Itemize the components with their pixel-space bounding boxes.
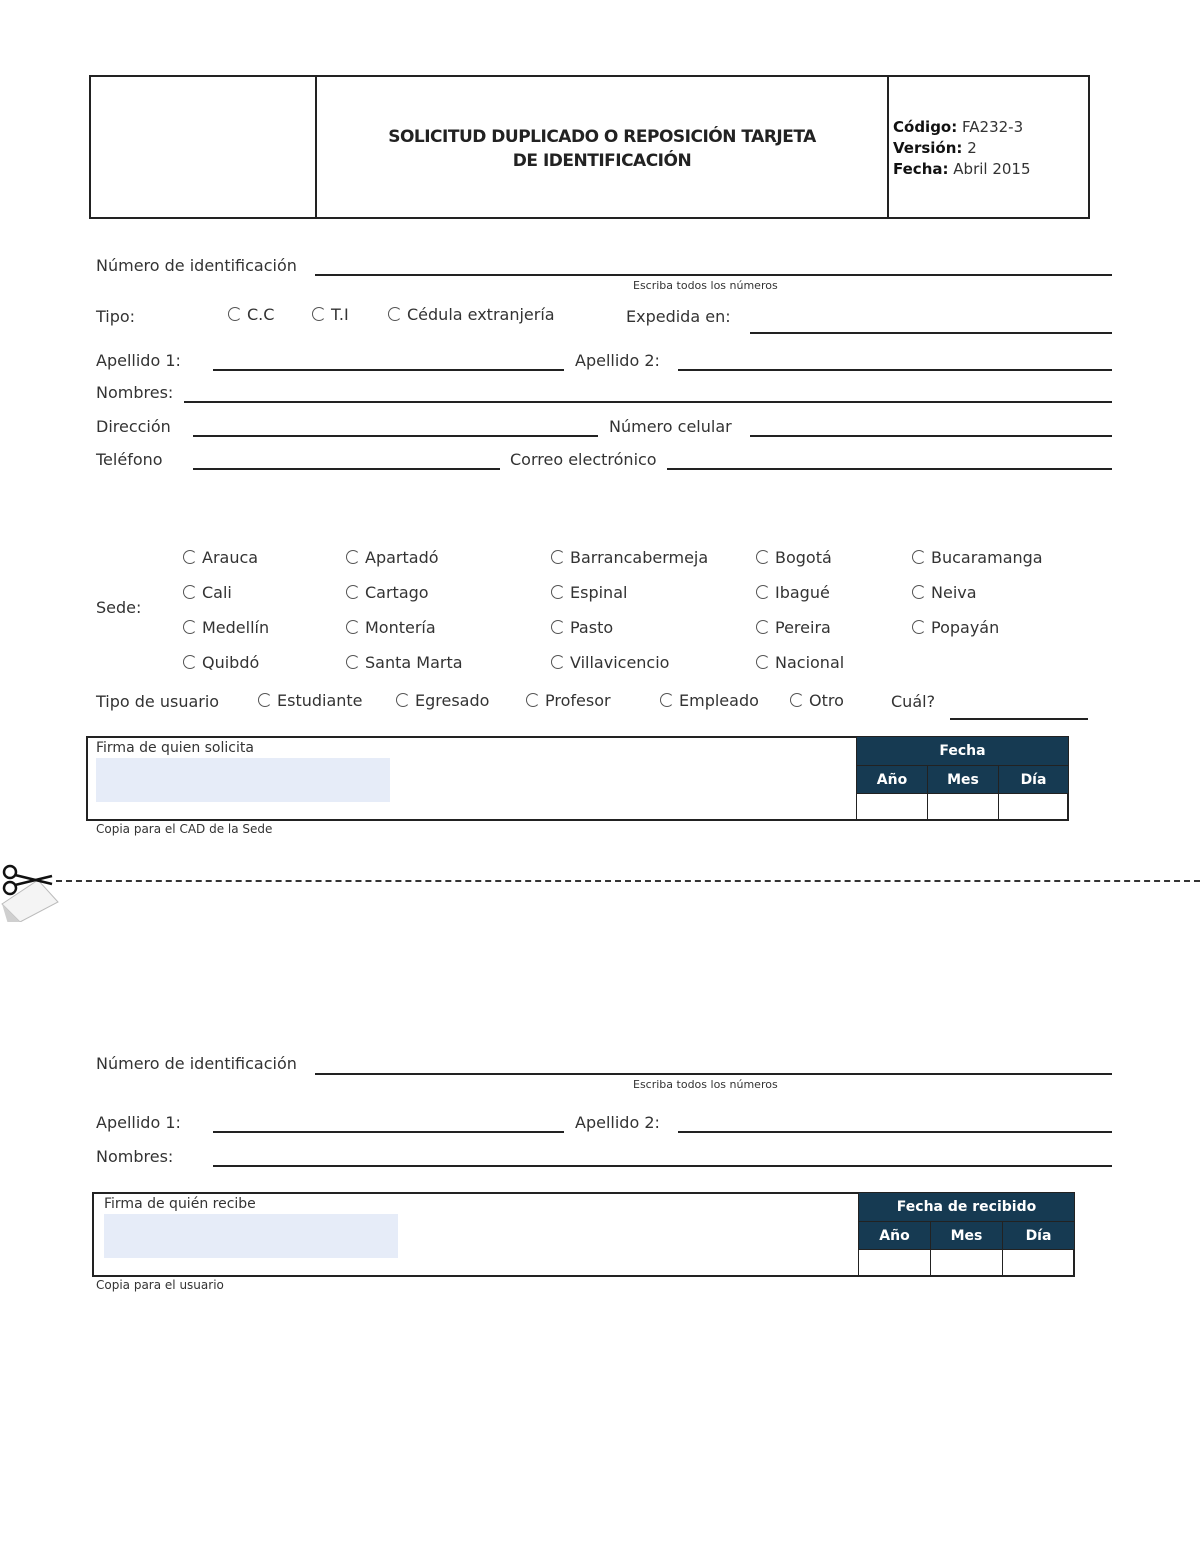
signature-field-2[interactable]	[104, 1214, 398, 1258]
codigo-label: Código:	[893, 118, 958, 136]
sede-radio-nacional[interactable]	[756, 653, 844, 673]
sede-option-label: Pereira	[775, 618, 831, 637]
radio-icon	[183, 550, 197, 564]
sede-option-label: Bucaramanga	[931, 548, 1043, 567]
sede-option-label: Espinal	[570, 583, 628, 602]
version-value: 2	[967, 139, 977, 157]
usuario-option-label: Estudiante	[277, 691, 363, 710]
year-header: Año	[857, 766, 928, 794]
month-header: Mes	[928, 766, 999, 794]
sede-radio-quibdo[interactable]	[183, 653, 259, 673]
sede-radio-santa-marta[interactable]	[346, 653, 463, 673]
radio-icon	[756, 550, 770, 564]
radio-icon	[388, 307, 402, 321]
radio-icon	[183, 655, 197, 669]
sede-option-label: Medellín	[202, 618, 270, 637]
tipo-radio-cedula-extranjeria[interactable]	[388, 305, 555, 325]
document-meta	[893, 117, 1031, 180]
tipo-label: Tipo:	[96, 307, 136, 326]
copy-note-cad: Copia para el CAD de la Sede	[96, 822, 273, 836]
cut-line	[56, 880, 1200, 882]
radio-icon	[346, 620, 360, 634]
sede-option-label: Barrancabermeja	[570, 548, 709, 567]
radio-icon	[551, 550, 565, 564]
sede-option-label: Quibdó	[202, 653, 260, 672]
scissors-icon	[0, 852, 60, 922]
nombres-label-2: Nombres:	[96, 1147, 174, 1166]
nombres-label: Nombres:	[96, 383, 174, 402]
cual-label: Cuál?	[891, 692, 936, 711]
sede-radio-bogota[interactable]	[756, 548, 832, 568]
radio-icon	[756, 620, 770, 634]
sede-radio-pasto[interactable]	[551, 618, 613, 638]
apellido1-label: Apellido 1:	[96, 351, 181, 370]
title-line-2: DE IDENTIFICACIÓN	[512, 151, 692, 171]
id-number-field-2[interactable]	[315, 1073, 1112, 1075]
sede-option-label: Nacional	[775, 653, 845, 672]
nombres-field-2[interactable]	[213, 1165, 1112, 1167]
sede-radio-popayan[interactable]	[912, 618, 999, 638]
sede-option-label: Villavicencio	[570, 653, 670, 672]
sede-option-label: Popayán	[931, 618, 1000, 637]
usuario-radio-estudiante[interactable]	[258, 691, 363, 711]
day-cell-2[interactable]	[1003, 1250, 1075, 1276]
tipo-option-label: C.C	[247, 305, 275, 324]
sede-option-label: Ibagué	[775, 583, 830, 602]
sede-option-label: Cali	[202, 583, 232, 602]
sede-option-label: Neiva	[931, 583, 977, 602]
apellido1-label-2: Apellido 1:	[96, 1113, 181, 1132]
day-cell[interactable]	[999, 794, 1069, 820]
sede-radio-cartago[interactable]	[346, 583, 429, 603]
cual-field[interactable]	[950, 718, 1088, 720]
nombres-field[interactable]	[184, 401, 1112, 403]
radio-icon	[312, 307, 326, 321]
fecha-value: Abril 2015	[953, 160, 1031, 178]
sede-radio-cali[interactable]	[183, 583, 232, 603]
apellido2-field[interactable]	[678, 369, 1112, 371]
radio-icon	[258, 693, 272, 707]
sede-radio-ibague[interactable]	[756, 583, 830, 603]
expedida-field[interactable]	[750, 332, 1112, 334]
tipo-radio-cc[interactable]	[228, 305, 274, 325]
radio-icon	[526, 693, 540, 707]
month-header-2: Mes	[931, 1222, 1003, 1250]
year-header-2: Año	[859, 1222, 931, 1250]
sede-radio-neiva[interactable]	[912, 583, 977, 603]
date-header: Fecha	[857, 737, 1069, 766]
year-cell-2[interactable]	[859, 1250, 931, 1276]
document-title	[317, 125, 887, 173]
radio-icon	[183, 620, 197, 634]
radio-icon	[912, 585, 926, 599]
sede-radio-monteria[interactable]	[346, 618, 436, 638]
sede-radio-espinal[interactable]	[551, 583, 627, 603]
signature-label: Firma de quien solicita	[96, 740, 254, 756]
radio-icon	[790, 693, 804, 707]
copy-note-usuario: Copia para el usuario	[96, 1278, 224, 1292]
telefono-label: Teléfono	[96, 450, 163, 469]
celular-field[interactable]	[750, 435, 1112, 437]
signature-box-recibe	[92, 1192, 1075, 1277]
usuario-option-label: Profesor	[545, 691, 611, 710]
radio-icon	[551, 655, 565, 669]
direccion-label: Dirección	[96, 417, 171, 436]
sede-label: Sede:	[96, 598, 142, 617]
celular-label: Número celular	[609, 417, 732, 436]
fecha-label: Fecha:	[893, 160, 949, 178]
sede-option-label: Arauca	[202, 548, 259, 567]
sede-radio-villavicencio[interactable]	[551, 653, 669, 673]
title-line-1: SOLICITUD DUPLICADO O REPOSICIÓN TARJETA	[388, 127, 816, 147]
usuario-radio-otro[interactable]	[790, 691, 844, 711]
radio-icon	[346, 550, 360, 564]
month-cell-2[interactable]	[931, 1250, 1003, 1276]
apellido1-field[interactable]	[213, 369, 564, 371]
day-header-2: Día	[1003, 1222, 1075, 1250]
id-number-hint: Escriba todos los números	[633, 279, 778, 292]
sede-option-label: Cartago	[365, 583, 429, 602]
radio-icon	[756, 655, 770, 669]
id-number-hint-2: Escriba todos los números	[633, 1078, 778, 1091]
radio-icon	[912, 550, 926, 564]
day-header: Día	[999, 766, 1069, 794]
month-cell[interactable]	[928, 794, 999, 820]
signature-field[interactable]	[96, 758, 390, 802]
sede-radio-bucaramanga[interactable]	[912, 548, 1043, 568]
sede-option-label: Montería	[365, 618, 436, 637]
usuario-radio-egresado[interactable]	[396, 691, 489, 711]
radio-icon	[551, 620, 565, 634]
sede-radio-barrancabermeja[interactable]	[551, 548, 708, 568]
radio-icon	[756, 585, 770, 599]
document-header	[89, 75, 1090, 219]
sede-radio-arauca[interactable]	[183, 548, 258, 568]
usuario-option-label: Egresado	[415, 691, 490, 710]
apellido2-label: Apellido 2:	[575, 351, 660, 370]
id-number-label: Número de identificación	[96, 256, 297, 275]
radio-icon	[551, 585, 565, 599]
apellido2-field-2[interactable]	[678, 1131, 1112, 1133]
radio-icon	[228, 307, 242, 321]
apellido1-field-2[interactable]	[213, 1131, 564, 1133]
radio-icon	[912, 620, 926, 634]
sede-option-label: Pasto	[570, 618, 614, 637]
correo-field[interactable]	[667, 468, 1112, 470]
date-header-2: Fecha de recibido	[859, 1193, 1075, 1222]
date-table	[856, 736, 1069, 820]
signature-box-solicita	[86, 736, 1069, 821]
usuario-option-label: Empleado	[679, 691, 759, 710]
sede-option-label: Apartadó	[365, 548, 439, 567]
signature-label-2: Firma de quién recibe	[104, 1196, 256, 1212]
radio-icon	[183, 585, 197, 599]
codigo-value: FA232-3	[962, 118, 1024, 136]
radio-icon	[346, 655, 360, 669]
id-number-field[interactable]	[315, 274, 1112, 276]
radio-icon	[346, 585, 360, 599]
version-label: Versión:	[893, 139, 963, 157]
radio-icon	[660, 693, 674, 707]
telefono-field[interactable]	[193, 468, 500, 470]
tipo-radio-ti[interactable]	[312, 305, 349, 325]
sede-radio-pereira[interactable]	[756, 618, 831, 638]
year-cell[interactable]	[857, 794, 928, 820]
radio-icon	[396, 693, 410, 707]
header-divider-right	[887, 77, 889, 217]
usuario-radio-empleado[interactable]	[660, 691, 759, 711]
usuario-option-label: Otro	[809, 691, 844, 710]
expedida-label: Expedida en:	[626, 307, 731, 326]
sede-option-label: Bogotá	[775, 548, 832, 567]
apellido2-label-2: Apellido 2:	[575, 1113, 660, 1132]
id-number-label-2: Número de identificación	[96, 1054, 297, 1073]
sede-radio-medellin[interactable]	[183, 618, 269, 638]
date-table-2	[858, 1192, 1075, 1276]
tipo-usuario-label: Tipo de usuario	[96, 692, 220, 711]
tipo-option-label: Cédula extranjería	[407, 305, 555, 324]
correo-label: Correo electrónico	[510, 450, 657, 469]
tipo-option-label: T.I	[331, 305, 349, 324]
usuario-radio-profesor[interactable]	[526, 691, 611, 711]
direccion-field[interactable]	[193, 435, 598, 437]
sede-radio-apartado[interactable]	[346, 548, 439, 568]
sede-option-label: Santa Marta	[365, 653, 463, 672]
